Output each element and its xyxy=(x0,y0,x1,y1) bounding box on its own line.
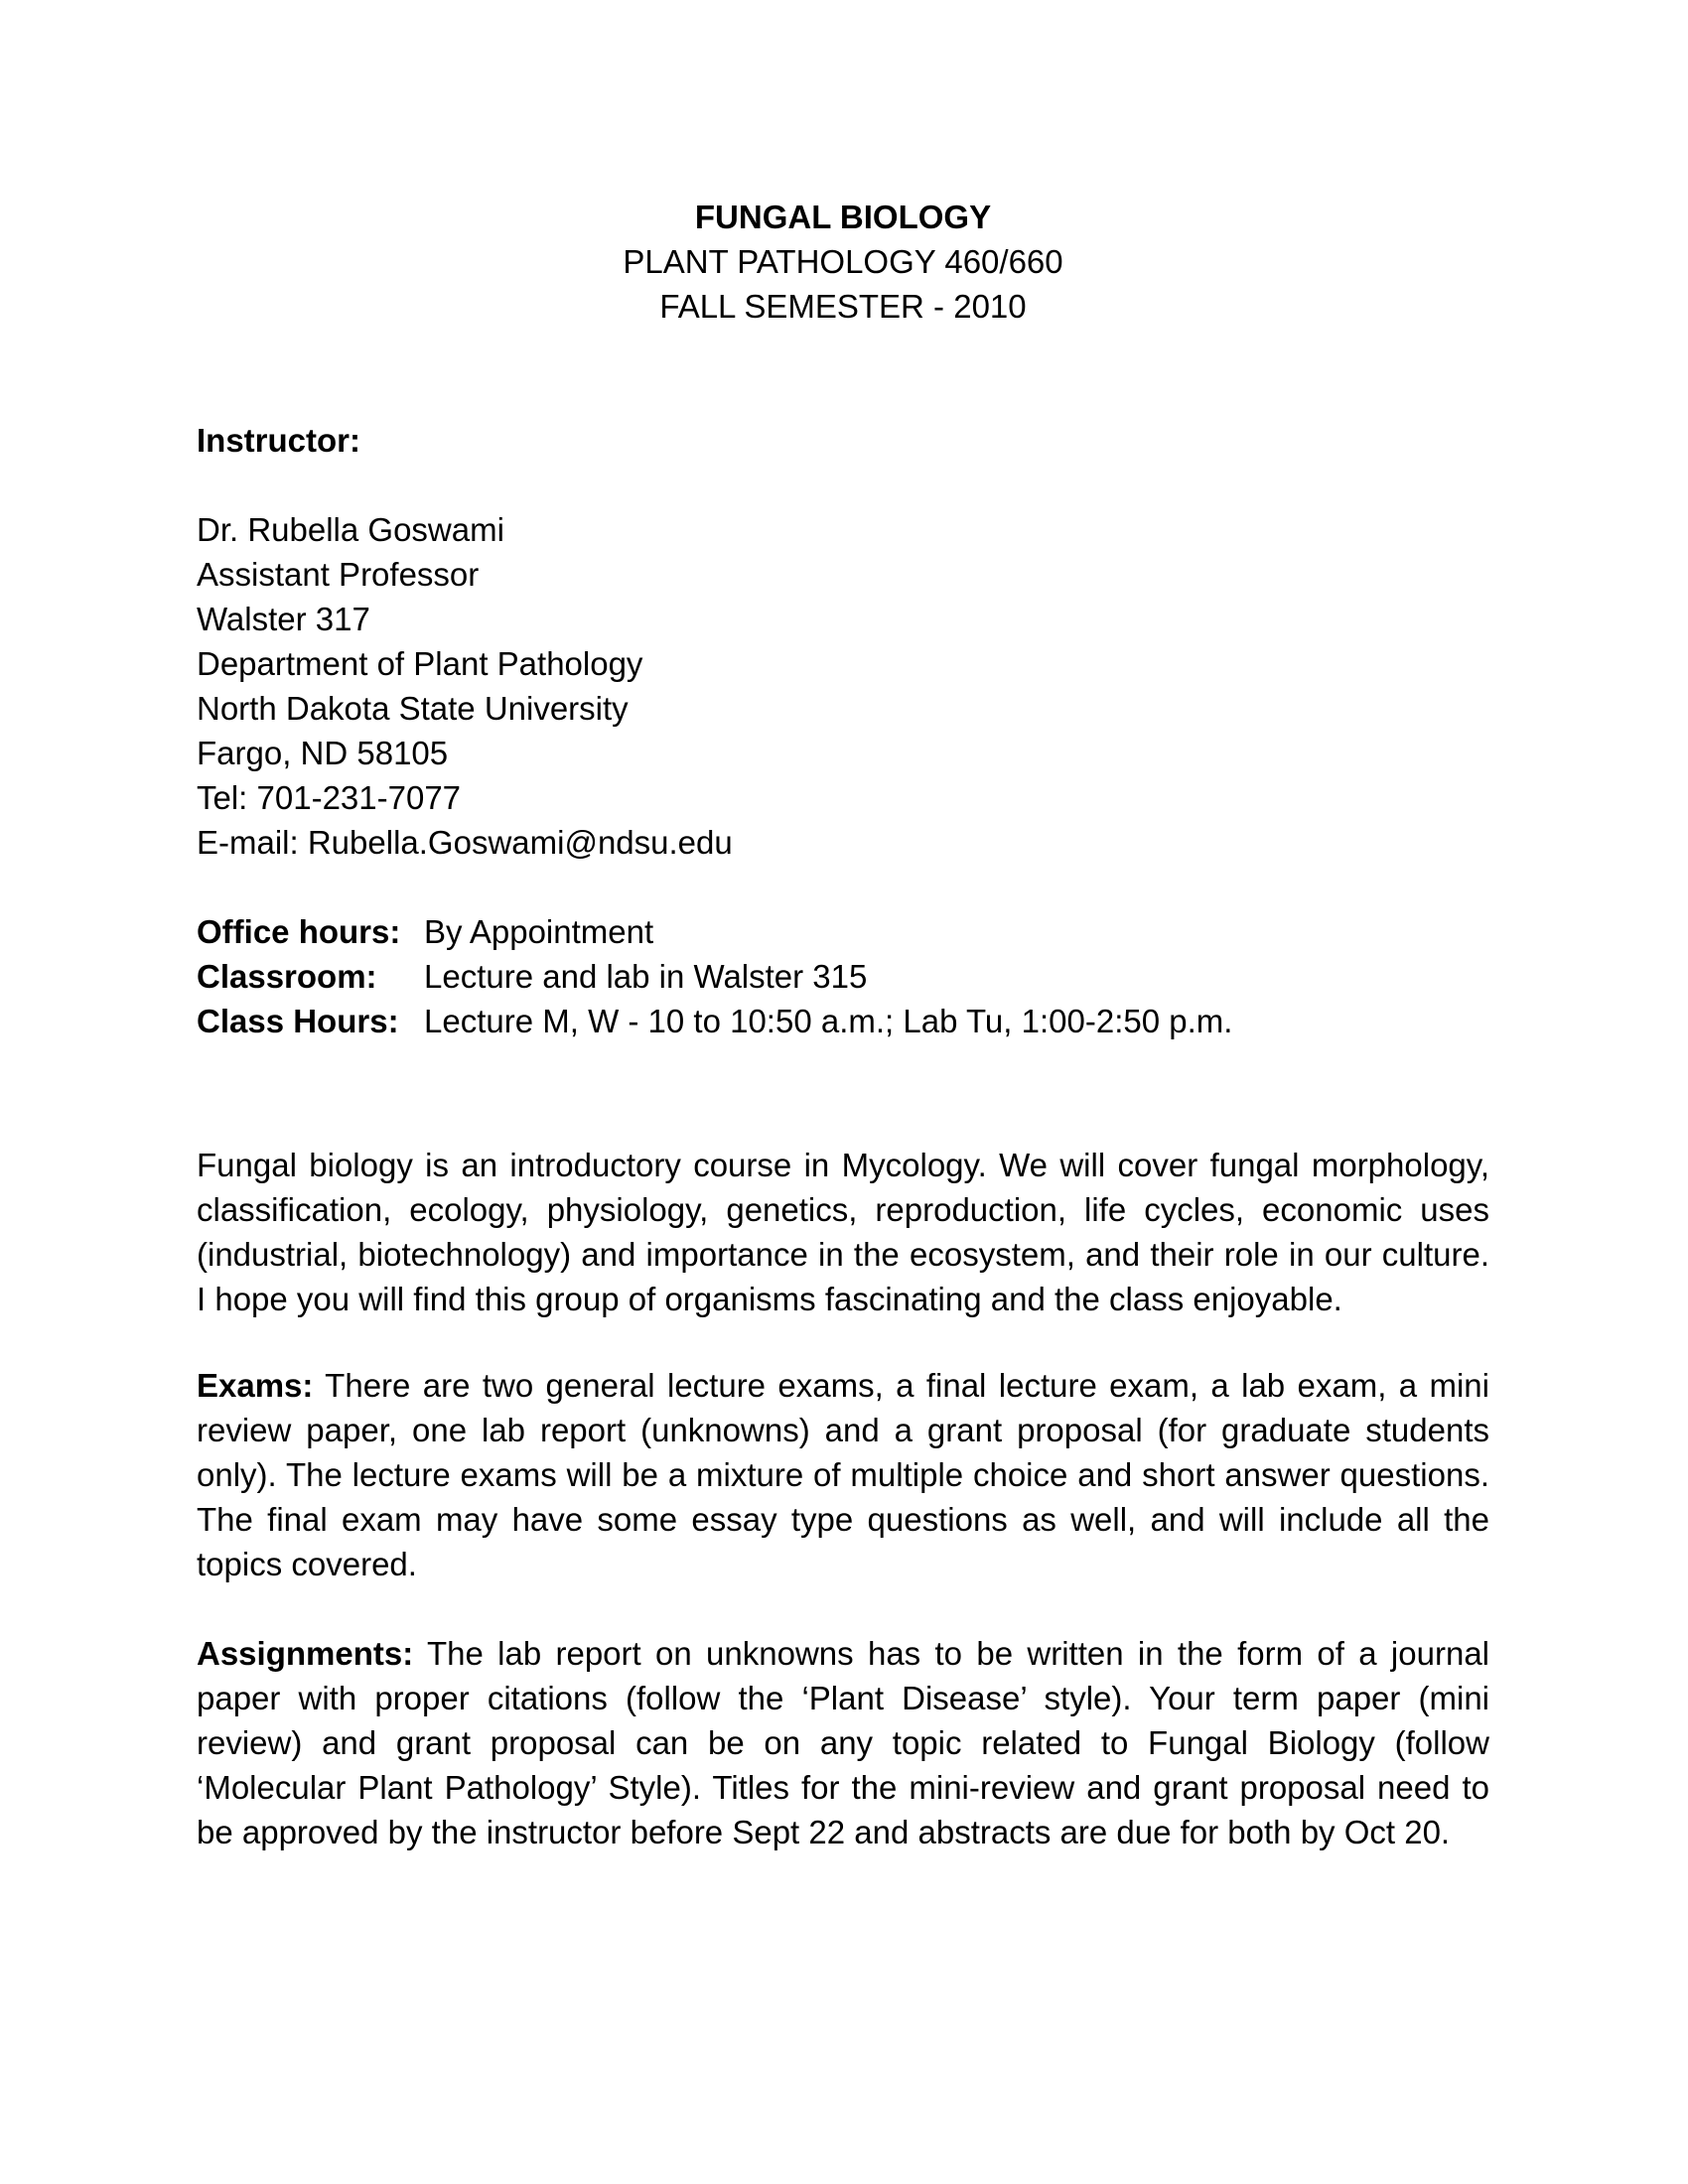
instructor-email: E-mail: Rubella.Goswami@ndsu.edu xyxy=(197,824,733,861)
detail-row-office-hours xyxy=(197,909,1489,954)
assignments-paragraph xyxy=(197,1631,1489,1854)
instructor-title: Assistant Professor xyxy=(197,556,480,593)
exams-text: There are two general lecture exams, a final lecture exam, a lab exam, a mini review paper, one lab report (unknowns) and a grant proposal (for graduate students only). The lecture exams will be a mixture of multiple choice and short answer questions. The final exam may have some essay type questions as well, and will include all the topics covered. xyxy=(197,1367,1489,1582)
detail-row-class-hours xyxy=(197,999,1489,1043)
class-hours-value: Lecture M, W - 10 to 10:50 a.m.; Lab Tu, 1:00-2:50 p.m. xyxy=(424,1003,1233,1039)
exams-paragraph xyxy=(197,1363,1489,1586)
instructor-name: Dr. Rubella Goswami xyxy=(197,511,504,548)
document-header xyxy=(197,195,1489,329)
instructor-city-state-zip: Fargo, ND 58105 xyxy=(197,735,449,771)
course-description-paragraph xyxy=(197,1143,1489,1321)
instructor-office: Walster 317 xyxy=(197,601,370,637)
course-description-text: Fungal biology is an introductory course in Mycology. We will cover fungal morphology, classification, ecology, physiology, genetics, reproduction, life cycles, economic uses (industrial, biotechnology) and importance in the ecosystem, and their role in our culture. I hope you will find this group of organisms fascinating and the class enjoyable. xyxy=(197,1147,1489,1317)
instructor-heading: Instructor: xyxy=(197,422,360,459)
classroom-label: Classroom: xyxy=(197,958,377,995)
instructor-address-block xyxy=(197,507,1489,865)
office-hours-value: By Appointment xyxy=(424,913,654,950)
course-details-block xyxy=(197,909,1489,1043)
assignments-label: Assignments: xyxy=(197,1635,414,1672)
instructor-phone: Tel: 701-231-7077 xyxy=(197,779,462,816)
instructor-department: Department of Plant Pathology xyxy=(197,645,643,682)
assignments-text: The lab report on unknowns has to be written in the form of a journal paper with proper citations (follow the ‘Plant Disease’ style). Your term paper (mini review) and grant proposal can be on any topic related to Fungal Biology (follow ‘Molecular Plant Pathology’ Style). Titles for the mini-review and grant proposal need to be approved by the instructor before Sept 22 and abstracts are due for both by Oct 20. xyxy=(197,1635,1489,1850)
office-hours-label: Office hours: xyxy=(197,913,401,950)
class-hours-label: Class Hours: xyxy=(197,1003,399,1039)
detail-row-classroom xyxy=(197,954,1489,999)
classroom-value: Lecture and lab in Walster 315 xyxy=(424,958,868,995)
page-title: FUNGAL BIOLOGY xyxy=(694,199,992,235)
exams-label: Exams: xyxy=(197,1367,314,1404)
semester-subtitle: FALL SEMESTER - 2010 xyxy=(659,288,1027,325)
instructor-university: North Dakota State University xyxy=(197,690,629,727)
course-subtitle: PLANT PATHOLOGY 460/660 xyxy=(623,243,1063,280)
